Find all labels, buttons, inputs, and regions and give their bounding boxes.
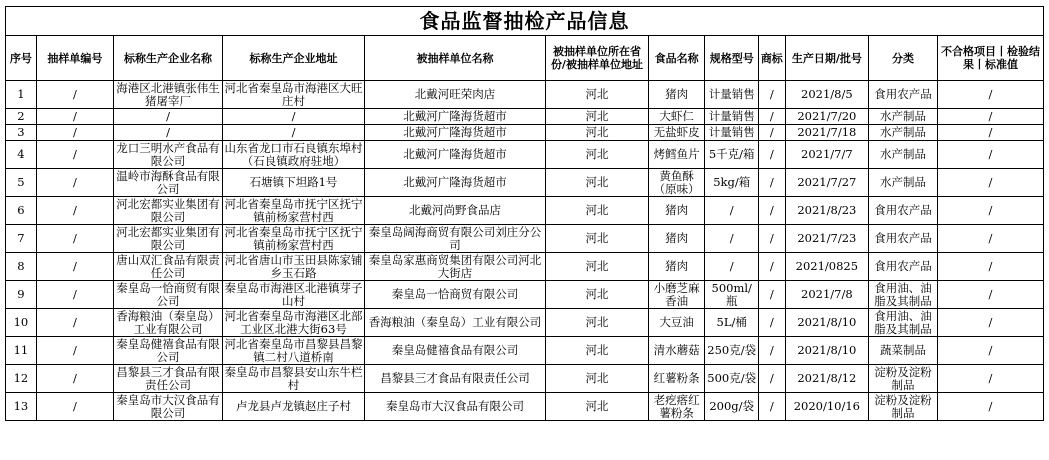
table-cell: 蔬菜制品: [869, 337, 938, 365]
table-cell: 2021/8/23: [785, 197, 868, 225]
header-cell: 规格型号: [705, 36, 758, 81]
table-cell: 2021/7/7: [785, 141, 868, 169]
table-row: [6, 81, 1044, 109]
table-cell: 北戴河广隆海货超市: [364, 125, 545, 141]
table-cell: 7: [6, 225, 37, 253]
table-cell: 河北省唐山市玉田县陈家铺乡玉石路: [224, 252, 363, 280]
header-cell: 序号: [6, 36, 37, 81]
table-cell: 2021/7/8: [785, 281, 868, 309]
header-cell: 食品名称: [648, 36, 705, 81]
table-cell: 10: [6, 309, 37, 337]
table-cell: /: [758, 141, 785, 169]
table-cell: 香海粮油（秦皇岛）工业有限公司: [114, 309, 223, 337]
table-cell: 河北: [546, 281, 649, 309]
table-cell: /: [36, 81, 113, 109]
table-cell: 水产制品: [869, 109, 938, 125]
table-cell: 河北省秦皇岛市海港区北部工业区北港大街63号: [224, 308, 363, 336]
table-cell: 河北省秦皇岛市抚宁区抚宁镇前杨家营村西: [224, 196, 363, 224]
table-cell: 秦皇岛健禧食品有限公司: [364, 337, 545, 365]
table-cell: /: [36, 109, 113, 125]
table-cell: 200g/袋: [705, 393, 758, 421]
page-title: 食品监督抽检产品信息: [5, 6, 1044, 35]
table-cell: 2021/8/10: [785, 309, 868, 337]
table-cell: 500克/袋: [705, 365, 758, 393]
table-cell: 河北: [546, 365, 649, 393]
table-cell: 猪肉: [648, 225, 705, 253]
header-cell: 被抽样单位所在省份/被抽样单位地址: [546, 36, 649, 81]
table-cell: /: [937, 125, 1043, 141]
table-row: [6, 197, 1044, 225]
table-cell: 河北宏都实业集团有限公司: [114, 197, 223, 225]
table-cell: 2021/8/10: [785, 337, 868, 365]
table-cell: 北戴河广隆海货超市: [364, 109, 545, 125]
table-cell: /: [937, 225, 1043, 253]
table-cell: 猪肉: [648, 253, 705, 281]
table-cell: 老疙瘩红薯粉条: [648, 393, 705, 421]
table-cell: /: [758, 393, 785, 421]
table-cell: 河北: [546, 197, 649, 225]
table-cell: 河北: [546, 225, 649, 253]
table-cell: 食用农产品: [869, 225, 938, 253]
table-cell: 黄鱼酥（原味）: [648, 169, 705, 197]
table-cell: 河北省秦皇岛市海港区大旺庄村: [224, 80, 363, 108]
table-cell: 食用油、油脂及其制品: [869, 281, 938, 309]
table-cell: 龙口三明水产食品有限公司: [114, 141, 223, 169]
table-cell: 北戴河尚野食品店: [364, 197, 545, 225]
table-row: [6, 109, 1044, 125]
table-cell: 河北: [546, 393, 649, 421]
header-cell: 标称生产企业名称: [114, 36, 223, 81]
table-cell: /: [937, 81, 1043, 109]
table-cell: 秦皇岛市大汉食品有限公司: [114, 393, 223, 421]
table-cell: /: [705, 197, 758, 225]
table-cell: /: [758, 309, 785, 337]
table-cell: 250克/袋: [705, 337, 758, 365]
table-cell: 河北: [546, 253, 649, 281]
inspection-table: [5, 35, 1044, 421]
table-cell: /: [758, 225, 785, 253]
table-cell: 计量销售: [705, 109, 758, 125]
table-cell: /: [36, 225, 113, 253]
table-cell: 秦皇岛一恰商贸有限公司: [364, 281, 545, 309]
table-cell: 温岭市海酥食品有限公司: [114, 169, 223, 197]
table-cell: /: [937, 309, 1043, 337]
table-row: [6, 281, 1044, 309]
table-cell: /: [937, 281, 1043, 309]
table-cell: 秦皇岛市海港区北港镇芽子山村: [224, 280, 363, 308]
table-cell: 计量销售: [705, 125, 758, 141]
table-cell: 4: [6, 141, 37, 169]
header-cell: 生产日期/批号: [785, 36, 868, 81]
table-cell: 北戴河旺荣肉店: [364, 81, 545, 109]
table-row: [6, 365, 1044, 393]
table-cell: /: [758, 109, 785, 125]
table-cell: 无盐虾皮: [648, 125, 705, 141]
table-cell: 2020/10/16: [785, 393, 868, 421]
table-cell: 北戴河广隆海货超市: [364, 141, 545, 169]
table-cell: /: [114, 125, 223, 141]
table-cell: 昌黎县三才食品有限责任公司: [364, 365, 545, 393]
table-cell: 河北宏都实业集团有限公司: [114, 225, 223, 253]
table-cell: 12: [6, 365, 37, 393]
table-cell: 河北: [546, 125, 649, 141]
table-cell: 水产制品: [869, 141, 938, 169]
table-cell: /: [937, 141, 1043, 169]
table-row: [6, 253, 1044, 281]
table-cell: /: [705, 225, 758, 253]
table-cell: 北戴河广隆海货超市: [364, 169, 545, 197]
table-cell: /: [36, 337, 113, 365]
table-cell: 食用油、油脂及其制品: [869, 309, 938, 337]
table-cell: 红薯粉条: [648, 365, 705, 393]
table-cell: 河北: [546, 81, 649, 109]
table-cell: 河北: [546, 141, 649, 169]
table-cell: 秦皇岛阔海商贸有限公司刘庄分公司: [364, 225, 545, 253]
table-cell: /: [758, 169, 785, 197]
table-cell: 石塘镇下坦路1号: [223, 169, 365, 197]
table-cell: 烤鳕鱼片: [648, 141, 705, 169]
table-cell: /: [36, 125, 113, 141]
table-cell: 秦皇岛一恰商贸有限公司: [114, 281, 223, 309]
table-cell: 唐山双汇食品有限责任公司: [114, 253, 223, 281]
table-cell: /: [223, 125, 365, 141]
table-cell: /: [937, 109, 1043, 125]
table-cell: 2021/7/18: [785, 125, 868, 141]
table-cell: /: [223, 109, 365, 125]
table-cell: 河北: [546, 337, 649, 365]
table-cell: /: [758, 337, 785, 365]
table-cell: 大虾仁: [648, 109, 705, 125]
table-cell: /: [937, 393, 1043, 421]
table-cell: 大豆油: [648, 309, 705, 337]
table-cell: 11: [6, 337, 37, 365]
table-cell: 淀粉及淀粉制品: [869, 365, 938, 393]
table-cell: 秦皇岛健禧食品有限公司: [114, 337, 223, 365]
table-cell: /: [758, 81, 785, 109]
table-cell: 2021/7/23: [785, 225, 868, 253]
table-row: [6, 225, 1044, 253]
table-cell: 昌黎县三才食品有限责任公司: [114, 365, 223, 393]
table-cell: /: [36, 281, 113, 309]
table-cell: 淀粉及淀粉制品: [869, 393, 938, 421]
table-cell: 秦皇岛市大汉食品有限公司: [364, 393, 545, 421]
table-cell: /: [36, 253, 113, 281]
table-cell: 5: [6, 169, 37, 197]
table-row: [6, 337, 1044, 365]
table-cell: 香海粮油（秦皇岛）工业有限公司: [364, 309, 545, 337]
table-row: [6, 309, 1044, 337]
table-cell: 卢龙县卢龙镇赵庄子村: [223, 393, 365, 421]
table-cell: 食用农产品: [869, 253, 938, 281]
table-cell: 2021/7/20: [785, 109, 868, 125]
table-cell: /: [36, 197, 113, 225]
table-cell: 8: [6, 253, 37, 281]
table-row: [6, 125, 1044, 141]
header-cell: 商标: [758, 36, 785, 81]
table-cell: 河北: [546, 109, 649, 125]
header-cell: 被抽样单位名称: [364, 36, 545, 81]
header-cell: 标称生产企业地址: [223, 36, 365, 81]
table-cell: 河北: [546, 309, 649, 337]
table-cell: 5kg/箱: [705, 169, 758, 197]
header-cell: 抽样单编号: [36, 36, 113, 81]
table-cell: 秦皇岛市昌黎县安山东牛栏村: [224, 364, 363, 392]
table-cell: /: [114, 109, 223, 125]
table-cell: /: [758, 197, 785, 225]
table-cell: /: [937, 365, 1043, 393]
table-cell: 5千克/箱: [705, 141, 758, 169]
table-cell: 猪肉: [648, 197, 705, 225]
table-cell: /: [36, 169, 113, 197]
table-cell: 500ml/瓶: [705, 281, 758, 309]
table-cell: 9: [6, 281, 37, 309]
table-cell: 2021/8/5: [785, 81, 868, 109]
table-cell: 河北省秦皇岛市昌黎县昌黎镇二村八道桥南: [224, 336, 363, 364]
table-cell: 食用农产品: [869, 81, 938, 109]
table-cell: 水产制品: [869, 169, 938, 197]
table-cell: /: [758, 365, 785, 393]
table-cell: 5L/桶: [705, 309, 758, 337]
table-cell: /: [937, 337, 1043, 365]
table-cell: 计量销售: [705, 81, 758, 109]
table-cell: 6: [6, 197, 37, 225]
table-cell: 3: [6, 125, 37, 141]
table-cell: 猪肉: [648, 81, 705, 109]
table-cell: 小磨芝麻香油: [648, 281, 705, 309]
table-row: [6, 141, 1044, 169]
table-cell: 13: [6, 393, 37, 421]
table-cell: /: [36, 393, 113, 421]
table-cell: 清水蘑菇: [648, 337, 705, 365]
table-cell: 2021/7/27: [785, 169, 868, 197]
table-cell: /: [758, 281, 785, 309]
table-cell: /: [36, 365, 113, 393]
table-cell: /: [937, 197, 1043, 225]
header-row: [6, 36, 1044, 81]
table-cell: /: [937, 169, 1043, 197]
table-cell: 水产制品: [869, 125, 938, 141]
table-cell: 2021/0825: [785, 253, 868, 281]
table-cell: /: [758, 253, 785, 281]
table-cell: 海港区北港镇张伟生猪屠宰厂: [114, 81, 223, 109]
table-row: [6, 393, 1044, 421]
table-row: [6, 169, 1044, 197]
table-cell: 河北: [546, 169, 649, 197]
header-cell: 分类: [869, 36, 938, 81]
table-cell: 2: [6, 109, 37, 125]
table-cell: /: [705, 253, 758, 281]
table-cell: /: [36, 141, 113, 169]
table-cell: 山东省龙口市石良镇东埠村（石良镇政府驻地）: [224, 140, 363, 168]
table-cell: 食用农产品: [869, 197, 938, 225]
table-cell: 秦皇岛家惠商贸集团有限公司河北大街店: [364, 253, 545, 281]
table-cell: 2021/8/12: [785, 365, 868, 393]
table-cell: 河北省秦皇岛市抚宁区抚宁镇前杨家营村西: [224, 224, 363, 252]
inspection-sheet: [5, 6, 1044, 421]
table-cell: /: [758, 125, 785, 141]
table-cell: 1: [6, 81, 37, 109]
header-cell: 不合格项目丨检验结果丨标准值: [937, 36, 1043, 81]
table-cell: /: [937, 253, 1043, 281]
table-cell: /: [36, 309, 113, 337]
